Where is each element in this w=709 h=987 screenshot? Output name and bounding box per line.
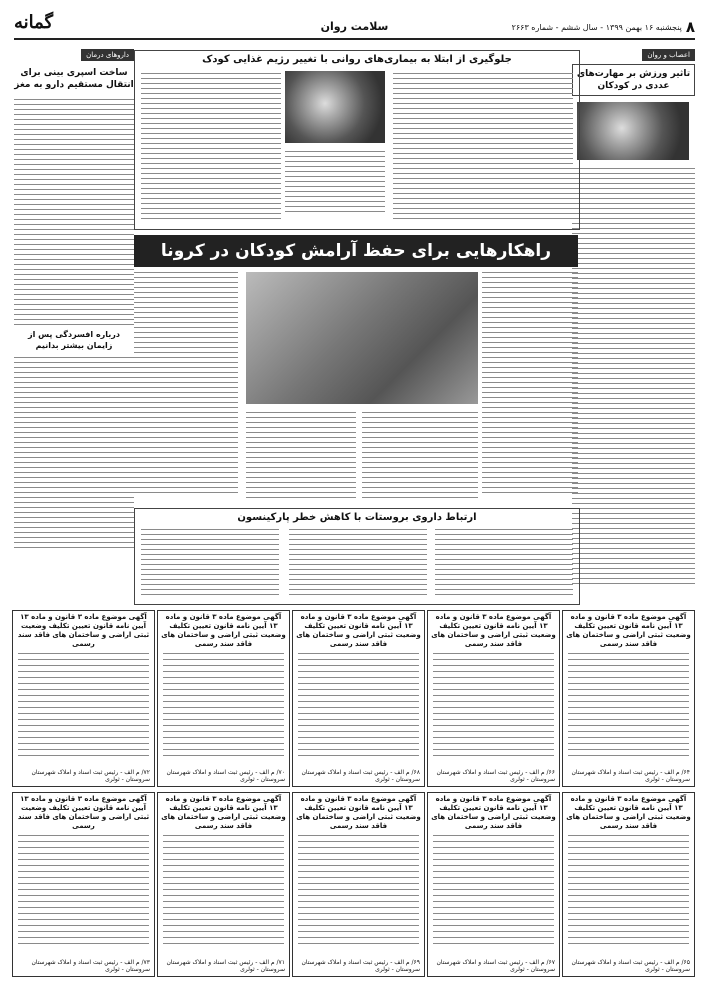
parkinson-article-box [134,508,580,605]
notice-footer: ۶۷/ م الف - رئیس ثبت اسناد و املاک شهرستان سروستان - ثولری [436,959,555,973]
section-tag: اعصاب و روان [642,49,695,61]
notice-body [18,835,149,944]
notice-body [298,835,419,944]
postpartum-headline: درباره افسردگی پس از زایمان بیشتر بدانیم [27,330,120,350]
notice-title: آگهی موضوع ماده ۳ قانون و ماده ۱۳ آیین نامه قانون تعیین تکلیف وضعیت ثبتی اراضی و ساختمان های فاقد سند رسمی [296,795,421,830]
notice-body [163,835,284,944]
notice-body [433,835,554,944]
notice-footer: ۷۱/ م الف - رئیس ثبت اسناد و املاک شهرستان سروستان - ثولری [166,959,285,973]
legal-notice [157,792,290,977]
notice-title: آگهی موضوع ماده ۳ قانون و ماده ۱۳ آیین نامه قانون تعیین تکلیف وضعیت ثبتی اراضی و ساختمان های فاقد سند رسمی [161,795,286,830]
nasal-spray-headline: ساخت اسپری بینی برای انتقال مستقیم دارو به مغز [14,68,134,90]
notice-body [163,653,284,756]
main-article [134,272,578,504]
main-body-col3 [246,412,356,502]
diet-headline: جلوگیری از ابتلا به بیماری‌های روانی با تغییر رژیم غذایی کودک [202,54,512,65]
parkinson-body-col2 [289,529,427,599]
postpartum-body [14,357,134,548]
diet-body-center [285,151,385,216]
notice-footer: ۶۶/ م الف - رئیس ثبت اسناد و املاک شهرستان سروستان - ثولری [436,769,555,783]
main-body-col4 [134,272,238,497]
diet-photo [285,71,385,143]
notice-title: آگهی موضوع ماده ۳ قانون و ماده ۱۳ آیین نامه قانون تعیین تکلیف وضعیت ثبتی اراضی و ساختمان های فاقد سند رسمی [566,613,691,648]
notice-body [433,653,554,756]
legal-notice [427,792,560,977]
exercise-body-text [572,168,695,588]
main-body-col1 [482,272,578,497]
parkinson-body-col3 [141,529,279,599]
notice-footer: ۷۲/ م الف - رئیس ثبت اسناد و املاک شهرستان سروستان - ثولری [31,769,150,783]
diet-body-right [393,73,573,223]
parkinson-body-col1 [435,529,573,599]
notice-footer: ۷۳/ م الف - رئیس ثبت اسناد و املاک شهرستان سروستان - ثولری [31,959,150,973]
legal-notice [562,610,695,787]
issue-line: پنجشنبه ۱۶ بهمن ۱۳۹۹ - سال ششم - شماره ۲۶۶۳ [511,22,682,32]
main-body-col2 [362,412,478,502]
exercise-article-box [572,64,695,96]
right-column [572,42,695,607]
notice-body [18,653,149,756]
notice-title: آگهی موضوع ماده ۳ قانون و ماده ۱۳ آیین نامه قانون تعیین تکلیف وضعیت ثبتی اراضی و ساختمان های فاقد سند رسمی [17,795,150,830]
diet-body-left [141,73,281,223]
page-number: ۸ [685,18,695,36]
section-title: سلامت روان [320,20,389,33]
notice-title: آگهی موضوع ماده ۳ قانون و ماده ۱۳ آیین نامه قانون تعیین تکلیف وضعیت ثبتی اراضی و ساختمان های فاقد سند رسمی [566,795,691,830]
notice-title: آگهی موضوع ماده ۳ قانون و ماده ۱۳ آیین نامه قانون تعیین تکلیف وضعیت ثبتی اراضی و ساختمان های فاقد سند رسمی [296,613,421,648]
notice-title: آگهی موضوع ماده ۳ قانون و ماده ۱۳ آیین نامه قانون تعیین تکلیف وضعیت ثبتی اراضی و ساختمان های فاقد سند رسمی [17,613,150,648]
notice-body [568,653,689,756]
exercise-headline: تاثیر ورزش بر مهارت‌های عددی در کودکان [576,69,691,91]
exercise-photo [577,102,689,160]
main-photo [246,272,478,404]
legal-notice [427,610,560,787]
main-headline: راهکارهایی برای حفظ آرامش کودکان در کرونا [134,235,578,267]
notice-title: آگهی موضوع ماده ۳ قانون و ماده ۱۳ آیین نامه قانون تعیین تکلیف وضعیت ثبتی اراضی و ساختمان های فاقد سند رسمی [431,613,556,648]
notice-title: آگهی موضوع ماده ۳ قانون و ماده ۱۳ آیین نامه قانون تعیین تکلیف وضعیت ثبتی اراضی و ساختمان های فاقد سند رسمی [161,613,286,648]
section-tag: دارو‌های درمان [81,49,134,61]
page-header [14,10,695,40]
notice-body [298,653,419,756]
notice-footer: ۶۹/ م الف - رئیس ثبت اسناد و املاک شهرستان سروستان - ثولری [301,959,420,973]
legal-notice [292,610,425,787]
notice-footer: ۶۴/ م الف - رئیس ثبت اسناد و املاک شهرستان سروستان - ثولری [571,769,690,783]
legal-notice [157,610,290,787]
legal-notice [562,792,695,977]
notice-title: آگهی موضوع ماده ۳ قانون و ماده ۱۳ آیین نامه قانون تعیین تکلیف وضعیت ثبتی اراضی و ساختمان های فاقد سند رسمی [431,795,556,830]
parkinson-headline: ارتباط داروی بروستات با کاهش خطر پارکینسون [237,512,477,523]
notice-footer: ۷۰/ م الف - رئیس ثبت اسناد و املاک شهرستان سروستان - ثولری [166,769,285,783]
legal-notice [12,610,155,787]
nasal-spray-body [14,99,134,325]
newspaper-logo: گمانه [14,12,54,33]
legal-notice [292,792,425,977]
notice-body [568,835,689,944]
diet-article-box [134,50,580,230]
left-column [14,42,134,607]
notice-footer: ۶۸/ م الف - رئیس ثبت اسناد و املاک شهرستان سروستان - ثولری [301,769,420,783]
notice-footer: ۶۵/ م الف - رئیس ثبت اسناد و املاک شهرستان سروستان - ثولری [571,959,690,973]
legal-notice [12,792,155,977]
